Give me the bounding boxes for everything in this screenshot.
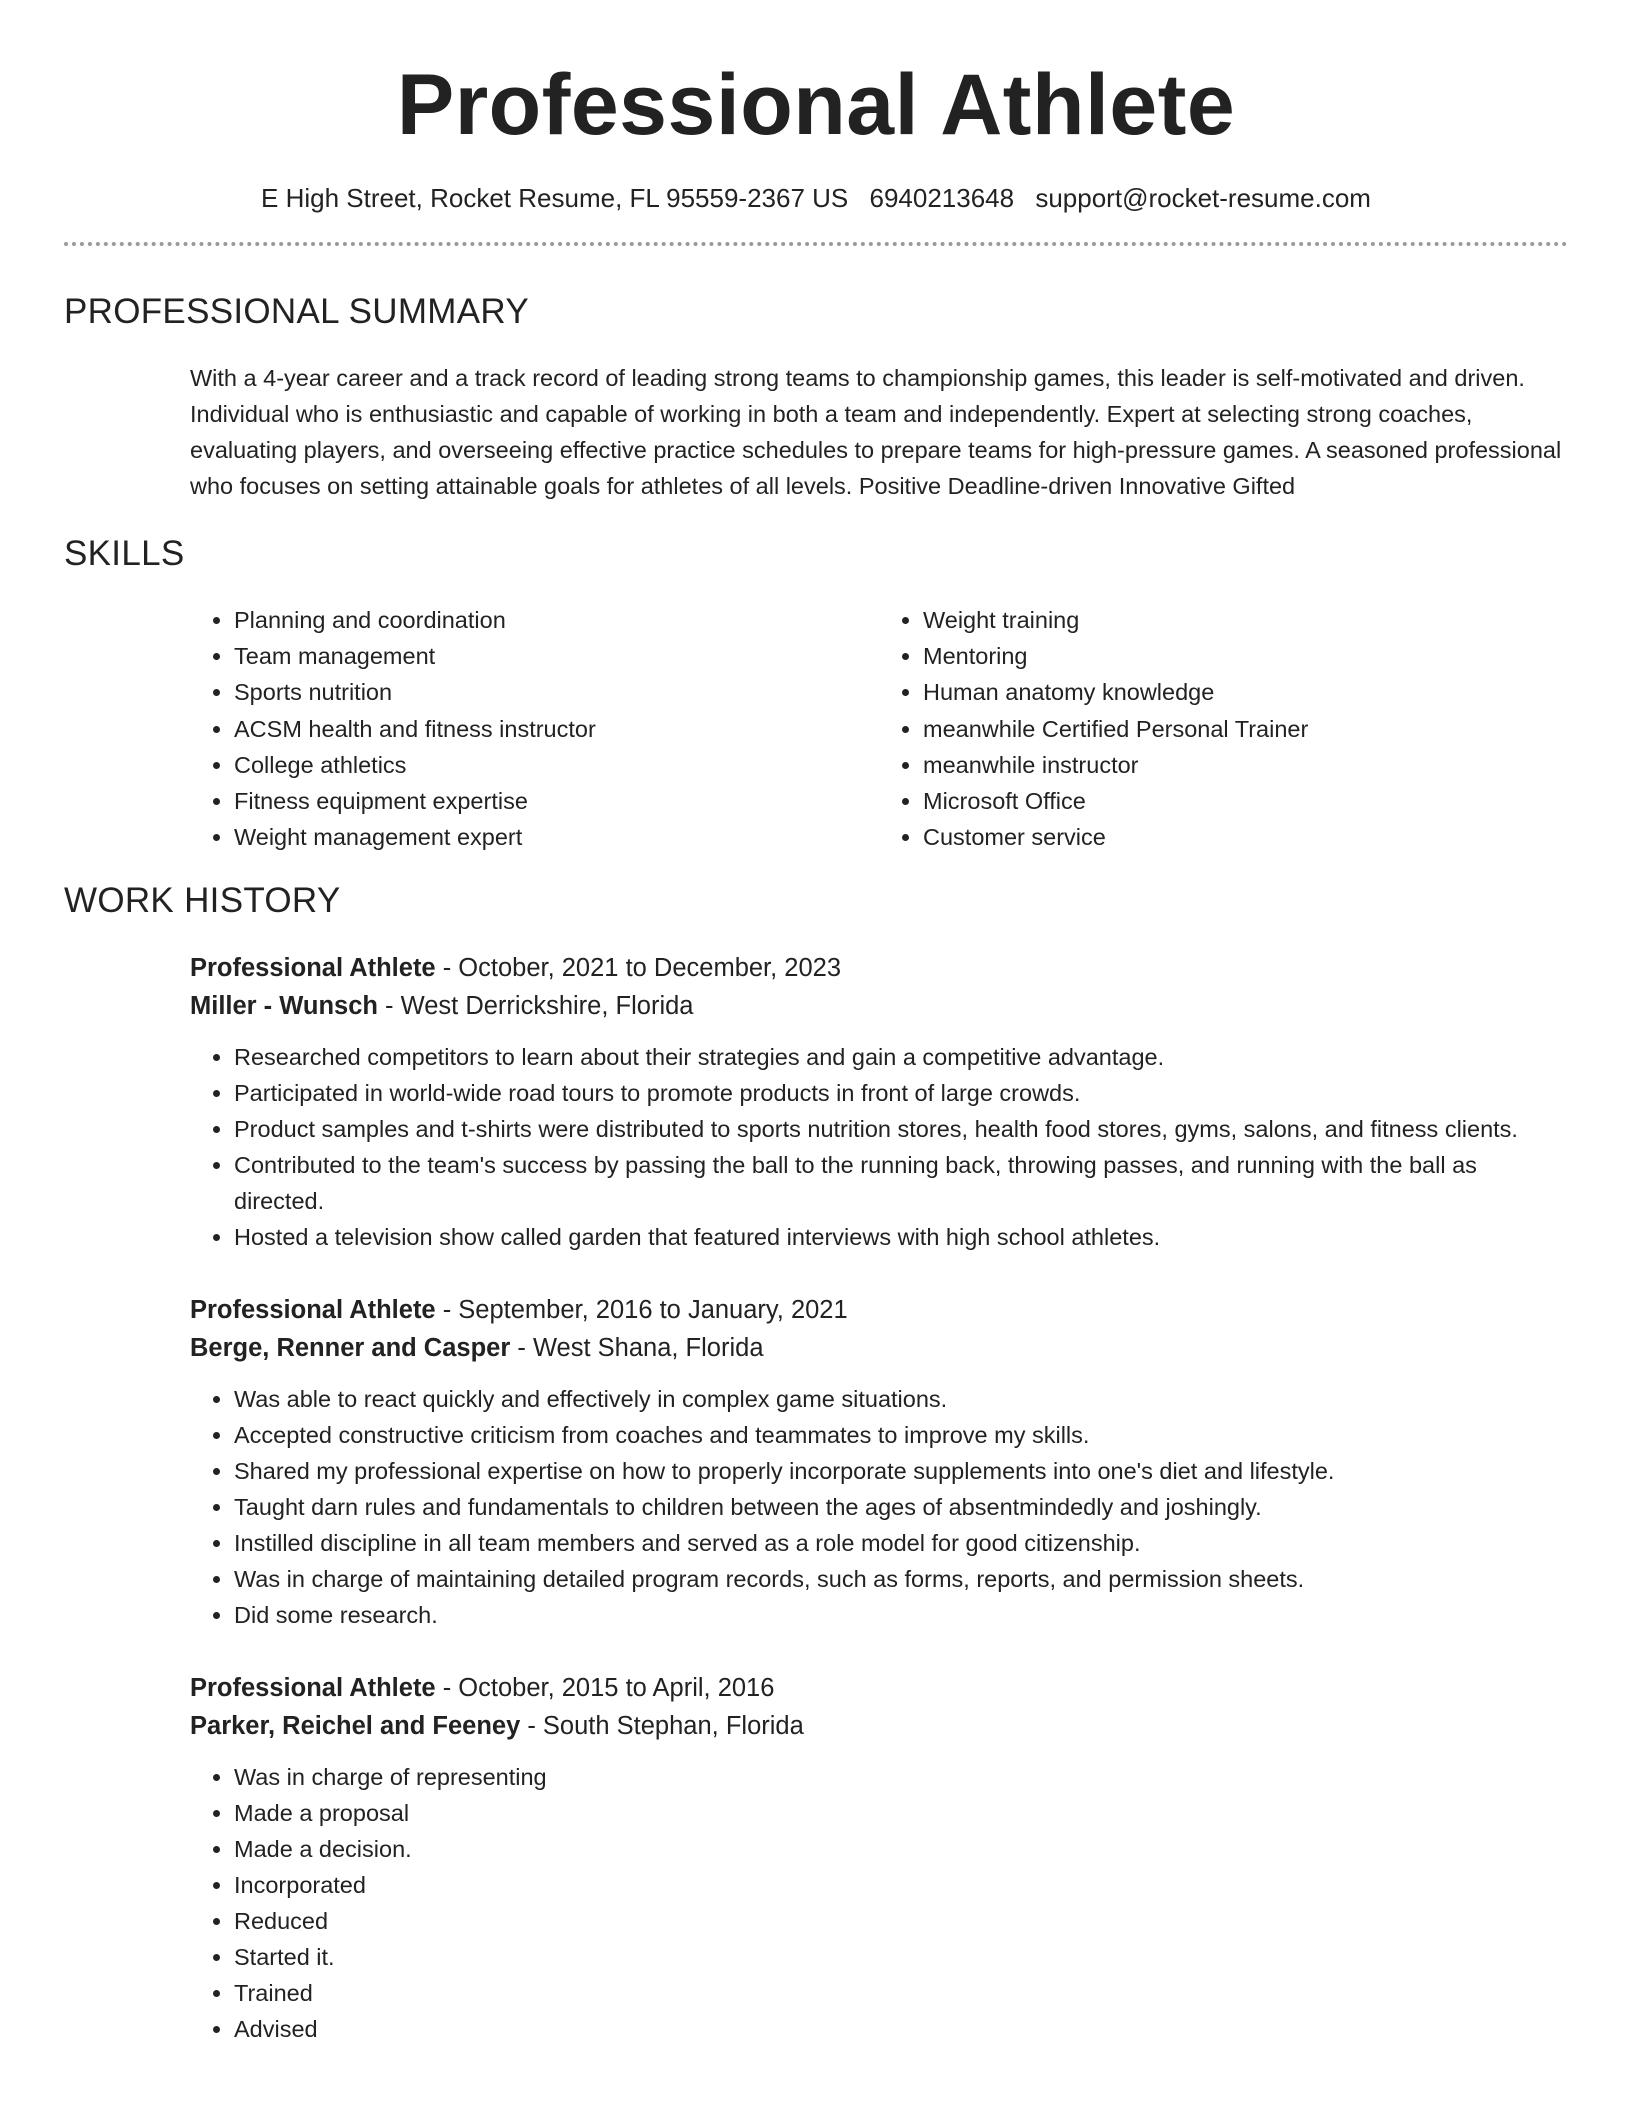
job-dates: - September, 2016 to January, 2021 <box>435 1296 848 1325</box>
job-location: - West Shana, Florida <box>510 1334 764 1363</box>
job-bullet: • Did some research. <box>234 1597 1568 1633</box>
job-company-line <box>190 1707 1568 1745</box>
job-bullet: • Made a decision. <box>234 1831 1568 1867</box>
skill-item: • Sports nutrition <box>234 674 879 710</box>
job-bullet: • Trained <box>234 1975 1568 2011</box>
email-text: support@rocket-resume.com <box>1035 183 1371 213</box>
skill-item: • Human anatomy knowledge <box>923 674 1568 710</box>
job-entry <box>190 949 1568 1255</box>
job-title-line <box>190 1669 1568 1707</box>
job-entry <box>190 1669 1568 2047</box>
skills-heading: SKILLS <box>64 534 185 573</box>
job-title-line <box>190 1291 1568 1329</box>
job-bullet: • Contributed to the team's success by passing the ball to the running back, throwing passes, and running with the ball as directed. <box>234 1147 1568 1219</box>
job-bullet: • Incorporated <box>234 1867 1568 1903</box>
job-bullet: • Instilled discipline in all team members and served as a role model for good citizenship. <box>234 1525 1568 1561</box>
skill-item: • Planning and coordination <box>234 602 879 638</box>
skill-item: • Customer service <box>923 819 1568 855</box>
job-bullets <box>190 1039 1568 1255</box>
skill-item: • meanwhile instructor <box>923 747 1568 783</box>
job-role: Professional Athlete <box>190 1296 436 1325</box>
job-dates: - October, 2021 to December, 2023 <box>435 954 842 983</box>
skill-item: • meanwhile Certified Personal Trainer <box>923 711 1568 747</box>
phone-text: 6940213648 <box>869 183 1015 213</box>
skill-item: • Microsoft Office <box>923 783 1568 819</box>
job-bullet: • Participated in world-wide road tours to promote products in front of large crowds. <box>234 1075 1568 1111</box>
summary-text: With a 4-year career and a track record of leading strong teams to championship games, this leader is self-motivated and driven. Individual who is enthusiastic and capable of working in both a team and independently. Expert at selecting strong coaches, evaluating players, and overseeing effective practice schedules to prepare teams for high-pressure games. A seasoned professional who focuses on setting attainable goals for athletes of all levels. Positive Deadline-driven Innovative Gifted <box>190 365 1562 499</box>
job-company-line <box>190 987 1568 1025</box>
skill-item: • Fitness equipment expertise <box>234 783 879 819</box>
job-bullet: • Hosted a television show called garden that featured interviews with high school athletes. <box>234 1219 1568 1255</box>
work-history-heading: WORK HISTORY <box>64 881 341 921</box>
job-bullet: • Reduced <box>234 1903 1568 1939</box>
job-company: Miller - Wunsch <box>190 992 378 1021</box>
job-bullet: • Accepted constructive criticism from coaches and teammates to improve my skills. <box>234 1417 1568 1453</box>
job-dates: - October, 2015 to April, 2016 <box>435 1674 775 1703</box>
skill-item: • Weight training <box>923 602 1568 638</box>
job-bullet: • Taught darn rules and fundamentals to children between the ages of absentmindedly and joshingly. <box>234 1489 1568 1525</box>
job-bullet: • Made a proposal <box>234 1795 1568 1831</box>
resume-page <box>64 0 1568 2047</box>
job-bullet: • Was in charge of maintaining detailed program records, such as forms, reports, and permission sheets. <box>234 1561 1568 1597</box>
job-bullet: • Started it. <box>234 1939 1568 1975</box>
skill-item: • Team management <box>234 638 879 674</box>
job-title-line <box>190 949 1568 987</box>
job-company: Parker, Reichel and Feeney <box>190 1712 521 1741</box>
job-bullet: • Researched competitors to learn about their strategies and gain a competitive advantage. <box>234 1039 1568 1075</box>
job-location: - South Stephan, Florida <box>520 1712 804 1741</box>
address-text: E High Street, Rocket Resume, FL 95559-2367 US <box>261 183 849 213</box>
job-bullet: • Advised <box>234 2011 1568 2047</box>
job-bullets <box>190 1381 1568 1633</box>
skills-column-right <box>879 602 1568 855</box>
summary-heading: PROFESSIONAL SUMMARY <box>64 292 529 331</box>
header-divider <box>64 242 1568 246</box>
skill-item: • Mentoring <box>923 638 1568 674</box>
contact-line <box>64 180 1568 216</box>
job-company-line <box>190 1329 1568 1367</box>
job-company: Berge, Renner and Casper <box>190 1334 511 1363</box>
skill-item: • ACSM health and fitness instructor <box>234 711 879 747</box>
job-bullet: • Shared my professional expertise on how to properly incorporate supplements into one's diet and lifestyle. <box>234 1453 1568 1489</box>
job-bullets <box>190 1759 1568 2047</box>
skill-item: • College athletics <box>234 747 879 783</box>
job-bullet: • Was in charge of representing <box>234 1759 1568 1795</box>
job-bullet: • Product samples and t-shirts were distributed to sports nutrition stores, health food stores, gyms, salons, and fitness clients. <box>234 1111 1568 1147</box>
job-role: Professional Athlete <box>190 954 436 983</box>
skills-list <box>190 602 1568 855</box>
job-entry <box>190 1291 1568 1633</box>
skill-item: • Weight management expert <box>234 819 879 855</box>
job-location: - West Derrickshire, Florida <box>377 992 694 1021</box>
job-bullet: • Was able to react quickly and effectively in complex game situations. <box>234 1381 1568 1417</box>
job-role: Professional Athlete <box>190 1674 436 1703</box>
skills-column-left <box>190 602 879 855</box>
candidate-name: Professional Athlete <box>396 57 1236 153</box>
